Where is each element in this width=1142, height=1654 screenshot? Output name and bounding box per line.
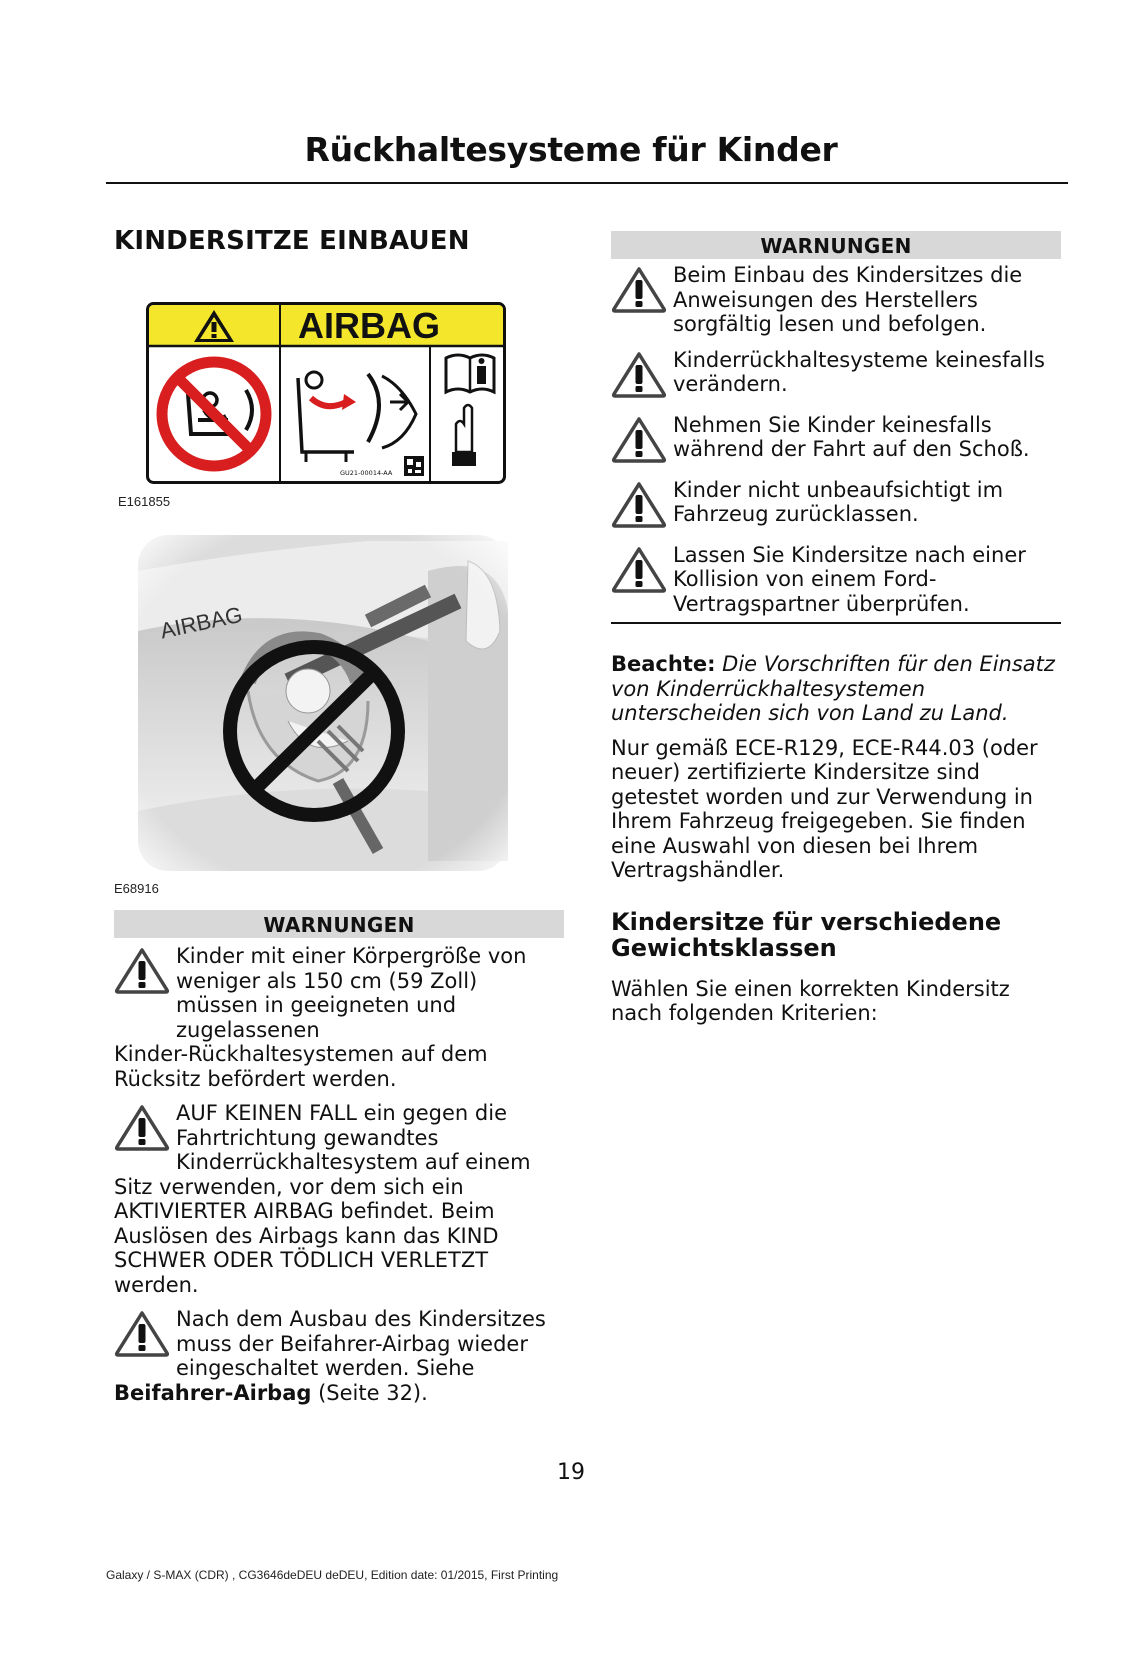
warning-item bbox=[114, 1307, 564, 1405]
warning-text: AUF KEINEN FALL ein gegen die Fahrtrichtung gewandtes Kinderrückhaltesystem auf einem bbox=[176, 1101, 531, 1174]
airbag-photo-figure bbox=[128, 531, 518, 879]
warnings-header: WARNUNGEN bbox=[114, 910, 564, 938]
warning-triangle-icon bbox=[611, 415, 667, 463]
note-label: Beachte: bbox=[611, 652, 716, 676]
cross-reference-page: (Seite 32). bbox=[311, 1380, 428, 1405]
warnings-header: WARNUNGEN bbox=[611, 231, 1061, 259]
subheading: Kindersitze für verschiedene Gewichtsklassen bbox=[611, 907, 1002, 962]
warning-text: Lassen Sie Kindersitze nach einer Kollision von einem Ford-Vertragspartner überprüfen. bbox=[673, 542, 1026, 616]
warning-item bbox=[611, 348, 1061, 398]
warning-triangle-icon bbox=[114, 1103, 170, 1151]
warning-text-continued: Kinder-Rückhaltesystemen auf dem Rücksitz befördert werden. bbox=[114, 1042, 488, 1091]
warning-item bbox=[611, 478, 1061, 528]
warning-item bbox=[114, 1101, 564, 1297]
page-title: Rückhaltesysteme für Kinder bbox=[304, 130, 838, 169]
warning-triangle-icon bbox=[114, 946, 170, 994]
warning-triangle-icon bbox=[611, 350, 667, 398]
label-code-text: GU21-00014-AA bbox=[340, 469, 393, 477]
right-column bbox=[611, 231, 1061, 1026]
airbag-banner-text: AIRBAG bbox=[298, 305, 440, 346]
footer-edition-info: Galaxy / S-MAX (CDR) , CG3646deDEU deDEU, Edition date: 01/2015, First Printing bbox=[106, 1568, 559, 1582]
dash-airbag-text: AIRBAG bbox=[158, 601, 245, 644]
warning-item bbox=[611, 543, 1061, 617]
figure-id: E161855 bbox=[118, 494, 171, 509]
warning-item bbox=[114, 944, 564, 1091]
warnings-box bbox=[114, 910, 564, 1405]
body-paragraph: Wählen Sie einen korrekten Kindersitz nach folgenden Kriterien: bbox=[611, 976, 1010, 1025]
section-heading: KINDERSITZE EINBAUEN bbox=[114, 226, 470, 256]
rear-facing-seat-prohibited-image bbox=[128, 531, 518, 879]
warning-triangle-icon bbox=[611, 265, 667, 313]
note-paragraph bbox=[611, 652, 1061, 726]
figure-id: E68916 bbox=[114, 881, 159, 896]
cross-reference-link[interactable]: Beifahrer-Airbag bbox=[114, 1380, 312, 1405]
page-number: 19 bbox=[557, 1460, 585, 1485]
warning-item bbox=[611, 263, 1061, 337]
title-divider bbox=[106, 182, 1068, 184]
warning-text: Nach dem Ausbau des Kindersitzes muss der Beifahrer-Airbag wieder eingeschaltet werden. Siehe bbox=[176, 1307, 546, 1380]
warning-text: Nehmen Sie Kinder keinesfalls während der Fahrt auf den Schoß. bbox=[673, 412, 1030, 461]
left-column bbox=[114, 226, 564, 1405]
warning-triangle-icon bbox=[611, 480, 667, 528]
warning-text: Kinderrückhaltesysteme keinesfalls verändern. bbox=[673, 347, 1045, 396]
warnings-box bbox=[611, 231, 1061, 624]
warning-text: Kinder mit einer Körpergröße von weniger als 150 cm (59 Zoll) müssen in geeigneten und zugelassenen bbox=[176, 944, 527, 1042]
warning-text: Beim Einbau des Kindersitzes die Anweisungen des Herstellers sorgfältig lesen und befolgen. bbox=[673, 263, 1023, 336]
warning-triangle-icon bbox=[114, 1309, 170, 1357]
airbag-label-figure bbox=[146, 302, 506, 484]
warning-item bbox=[611, 413, 1061, 463]
warning-triangle-icon bbox=[611, 545, 667, 593]
body-paragraph: Nur gemäß ECE-R129, ECE-R44.03 (oder neuer) zertifizierte Kindersitze sind getestet worden und zur Verwendung in Ihrem Fahrzeug freigegeben. Sie finden eine Auswahl von diesen bei Ihrem Vertragshändler. bbox=[611, 735, 1038, 882]
warning-text: Kinder nicht unbeaufsichtigt im Fahrzeug zurücklassen. bbox=[673, 477, 1004, 526]
warnings-bottom-rule bbox=[611, 622, 1061, 624]
note-text: Die Vorschriften für den Einsatz von Kinderrückhaltesystemen unterscheiden sich von Land zu Land. bbox=[611, 652, 1055, 725]
warning-text-continued: Sitz verwenden, vor dem sich ein AKTIVIERTER AIRBAG befindet. Beim Auslösen des Airbags kann das KIND SCHWER ODER TÖDLICH VERLETZT werden. bbox=[114, 1174, 499, 1297]
